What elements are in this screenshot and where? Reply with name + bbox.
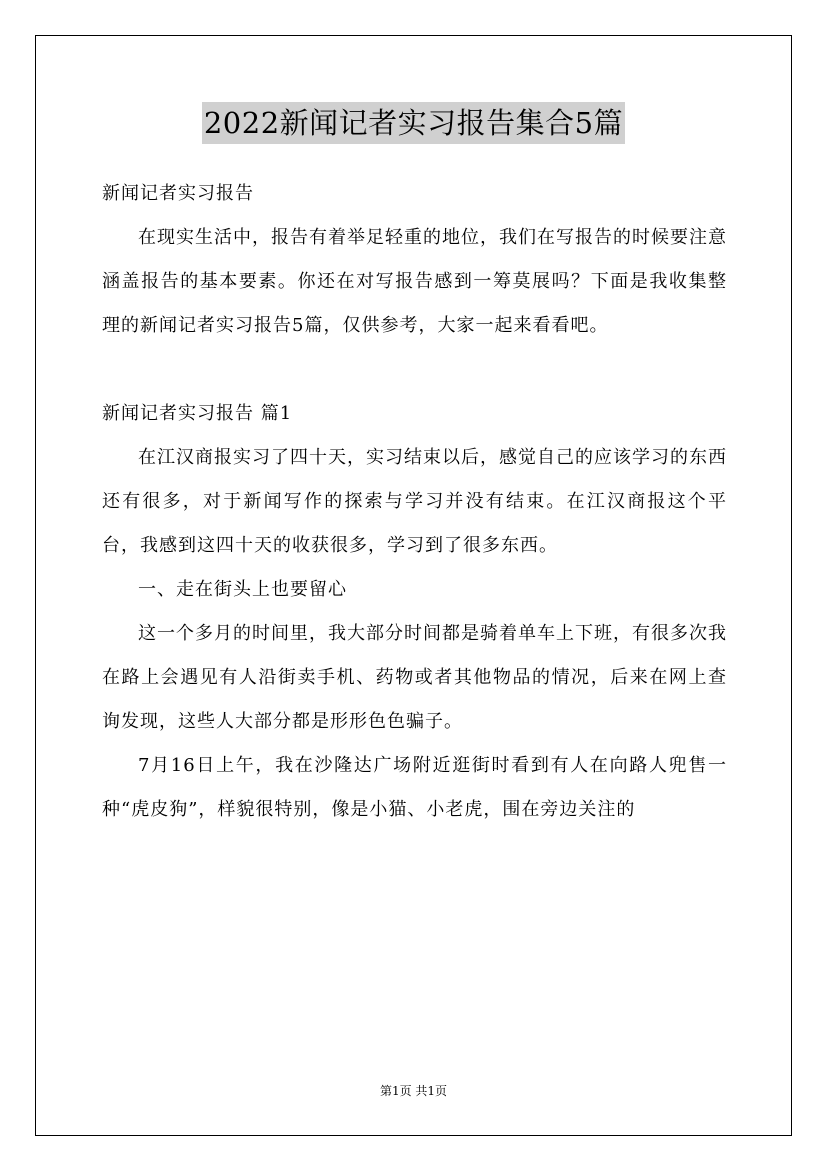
body-paragraph: 这一个多月的时间里，我大部分时间都是骑着单车上下班，有很多次我在路上会遇见有人沿街卖手机、药物或者其他物品的情况，后来在网上查询发现，这些人大部分都是形形色色骗子。 — [102, 623, 727, 732]
intro-paragraph: 在现实生活中，报告有着举足轻重的地位，我们在写报告的时候要注意涵盖报告的基本要素。你还在对写报告感到一筹莫展吗？下面是我收集整理的新闻记者实习报告5篇，仅供参考，大家一起来看看吧。 — [102, 227, 727, 336]
title-container — [0, 102, 827, 144]
document-body — [102, 172, 727, 832]
subheading-paragraph: 一、走在街头上也要留心 — [138, 579, 347, 600]
section-heading: 新闻记者实习报告 篇1 — [102, 403, 293, 424]
body-paragraph: 在江汉商报实习了四十天，实习结束以后，感觉自己的应该学习的东西还有很多，对于新闻写作的探索与学习并没有结束。在江汉商报这个平台，我感到这四十天的收获很多，学习到了很多东西。 — [102, 447, 727, 556]
document-title: 2022新闻记者实习报告集合5篇 — [202, 102, 625, 144]
intro-heading: 新闻记者实习报告 — [102, 183, 254, 204]
body-paragraph: 7月16日上午，我在沙隆达广场附近逛街时看到有人在向路人兜售一种“虎皮狗”，样貌很特别，像是小猫、小老虎，围在旁边关注的 — [102, 755, 727, 820]
page-footer: 第1页 共1页 — [379, 1084, 448, 1098]
